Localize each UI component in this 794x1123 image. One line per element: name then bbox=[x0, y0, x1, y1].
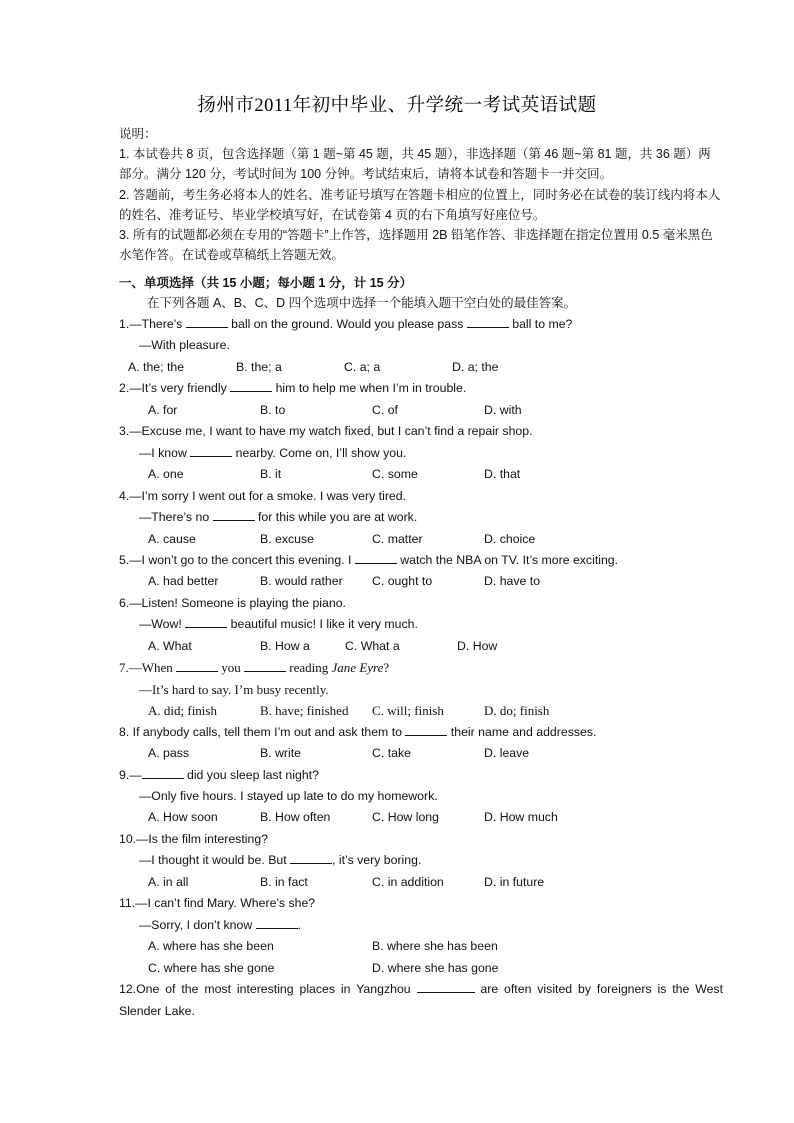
option-c: C. matter bbox=[372, 531, 423, 546]
options-row bbox=[119, 357, 723, 378]
options-row bbox=[119, 636, 723, 657]
option-d: D. do; finish bbox=[484, 703, 550, 719]
option-a: A. where has she been bbox=[148, 939, 274, 954]
option-b: B. have; finished bbox=[260, 703, 349, 719]
option-d: D. in future bbox=[484, 874, 545, 889]
question-12 bbox=[119, 979, 723, 1022]
option-c: C. take bbox=[372, 746, 411, 761]
option-b: B. it bbox=[260, 467, 282, 482]
question-stem: 12.One of the most interesting places in Yangzhou are often visited by foreigners is the West Slender Lake. bbox=[119, 982, 723, 1018]
question-stem: 2.—It’s very friendly him to help me when I’m in trouble. bbox=[119, 381, 467, 396]
answer-blank bbox=[244, 659, 286, 672]
option-d: D. How much bbox=[484, 810, 558, 825]
options-row bbox=[119, 400, 723, 421]
answer-blank bbox=[176, 659, 218, 672]
option-d: D. leave bbox=[484, 746, 530, 761]
answer-blank bbox=[213, 508, 255, 521]
answer-blank bbox=[185, 615, 227, 628]
question-reply: —Only five hours. I stayed up late to do my homework. bbox=[139, 788, 438, 803]
option-b: B. excuse bbox=[260, 531, 314, 546]
question-reply: —Wow! beautiful music! I like it very much. bbox=[139, 617, 418, 632]
page-title: 扬州市2011年初中毕业、升学统一考试英语试题 bbox=[197, 96, 597, 116]
question-stem: 4.—I’m sorry I went out for a smoke. I was very tired. bbox=[119, 488, 407, 503]
answer-blank bbox=[190, 444, 232, 457]
option-a: A. had better bbox=[148, 574, 219, 589]
instructions-heading: 说明： bbox=[119, 127, 157, 141]
answer-blank bbox=[355, 551, 397, 564]
options-row bbox=[119, 807, 723, 828]
option-c: C. ought to bbox=[372, 574, 433, 589]
question-stem: 10.—Is the film interesting? bbox=[119, 831, 268, 846]
answer-blank bbox=[417, 980, 475, 993]
question-8 bbox=[119, 722, 723, 765]
options-row bbox=[119, 958, 723, 979]
option-c: C. in addition bbox=[372, 874, 444, 889]
question-reply: —There’s no for this while you are at work. bbox=[139, 510, 418, 525]
option-b: B. How a bbox=[260, 638, 310, 653]
instruction-item-2: 2. 答题前，考生务必将本人的姓名、准考证号填写在答题卡相应的位置上，同时务必在试卷的装订线内将本人的姓名、准考证号、毕业学校填写好，在试卷第 4 页的右下角填写好座位号。 bbox=[119, 187, 721, 222]
question-9 bbox=[119, 765, 723, 829]
question-4 bbox=[119, 486, 723, 550]
option-b: B. How often bbox=[260, 810, 331, 825]
options-row bbox=[119, 936, 723, 957]
question-reply: —I thought it would be. But , it’s very boring. bbox=[139, 853, 422, 868]
question-7 bbox=[119, 657, 723, 721]
option-a: A. in all bbox=[148, 874, 189, 889]
instruction-item-1: 1. 本试卷共 8 页，包含选择题（第 1 题~第 45 题，共 45 题），非选择题（第 46 题~第 81 题，共 36 题）两部分。满分 120 分，考试时间为 100 分钟。考试结束后，请将本试卷和答题卡一并交回。 bbox=[119, 147, 711, 182]
question-stem: 3.—Excuse me, I want to have my watch fixed, but I can’t find a repair shop. bbox=[119, 424, 533, 439]
options-row bbox=[119, 464, 723, 485]
option-c: C. of bbox=[372, 402, 398, 417]
option-b: B. where she has been bbox=[372, 939, 498, 954]
question-1 bbox=[119, 314, 723, 378]
section-heading: 一、单项选择（共 15 小题；每小题 1 分，计 15 分） bbox=[119, 276, 413, 290]
option-d: D. with bbox=[484, 402, 522, 417]
book-title: Jane Eyre bbox=[331, 660, 384, 676]
question-5 bbox=[119, 550, 723, 593]
question-stem: 8. If anybody calls, tell them I’m out and ask them to their name and addresses. bbox=[119, 724, 597, 739]
question-stem: 7.—When you reading Jane Eyre? bbox=[119, 660, 390, 676]
options-row bbox=[119, 529, 723, 550]
question-3 bbox=[119, 421, 723, 485]
option-a: A. How soon bbox=[148, 810, 218, 825]
instruction-item-3: 3. 所有的试题都必须在专用的“答题卡”上作答，选择题用 2B 铅笔作答、非选择题在指定位置用 0.5 毫米黑色水笔作答。在试卷或草稿纸上答题无效。 bbox=[119, 228, 713, 263]
question-stem: 6.—Listen! Someone is playing the piano. bbox=[119, 595, 346, 610]
option-b: B. write bbox=[260, 746, 301, 761]
section-intro: 在下列各题 A、B、C、D 四个选项中选择一个能填入题干空白处的最佳答案。 bbox=[147, 296, 577, 311]
option-b: B. to bbox=[260, 402, 286, 417]
option-d: D. that bbox=[484, 467, 521, 482]
option-c: C. where has she gone bbox=[148, 960, 275, 975]
options-row bbox=[119, 743, 723, 764]
question-reply: —It’s hard to say. I’m busy recently. bbox=[139, 681, 329, 697]
answer-blank bbox=[290, 851, 332, 864]
answer-blank bbox=[467, 315, 509, 328]
answer-blank bbox=[230, 379, 272, 392]
question-2 bbox=[119, 378, 723, 421]
question-6 bbox=[119, 593, 723, 657]
question-list bbox=[119, 314, 723, 1022]
option-c: C. will; finish bbox=[372, 703, 444, 719]
option-c: C. a; a bbox=[344, 359, 381, 374]
answer-blank bbox=[256, 916, 298, 929]
option-a: A. pass bbox=[148, 746, 190, 761]
option-a: A. for bbox=[148, 402, 178, 417]
option-d: D. How bbox=[457, 638, 498, 653]
option-a: A. did; finish bbox=[148, 703, 217, 719]
question-stem: 9.— did you sleep last night? bbox=[119, 767, 319, 782]
options-row bbox=[119, 872, 723, 893]
option-a: A. one bbox=[148, 467, 184, 482]
options-row bbox=[119, 700, 723, 721]
question-stem: 5.—I won’t go to the concert this evening. I watch the NBA on TV. It’s more exciting. bbox=[119, 552, 619, 567]
answer-blank bbox=[405, 723, 447, 736]
question-stem: 11.—I can’t find Mary. Where’s she? bbox=[119, 896, 316, 911]
option-d: D. have to bbox=[484, 574, 541, 589]
option-a: A. What bbox=[148, 638, 192, 653]
option-b: B. would rather bbox=[260, 574, 343, 589]
options-row bbox=[119, 571, 723, 592]
option-d: D. choice bbox=[484, 531, 536, 546]
option-b: B. the; a bbox=[236, 359, 282, 374]
question-10 bbox=[119, 829, 723, 893]
option-d: D. where she has gone bbox=[372, 960, 499, 975]
question-stem: 1.—There’s ball on the ground. Would you please pass ball to me? bbox=[119, 317, 573, 331]
question-reply: —With pleasure. bbox=[139, 338, 230, 353]
question-reply: —Sorry, I don’t know . bbox=[139, 917, 302, 932]
option-a: A. cause bbox=[148, 531, 196, 546]
answer-blank bbox=[186, 315, 228, 328]
answer-blank bbox=[142, 766, 184, 779]
option-a: A. the; the bbox=[128, 359, 185, 374]
option-b: B. in fact bbox=[260, 874, 308, 889]
option-c: C. some bbox=[372, 467, 418, 482]
question-reply: —I know nearby. Come on, I’ll show you. bbox=[139, 445, 407, 460]
question-11 bbox=[119, 893, 723, 979]
instructions bbox=[119, 124, 723, 265]
section-header bbox=[119, 273, 723, 314]
option-c: C. How long bbox=[372, 810, 439, 825]
option-c: C. What a bbox=[345, 638, 400, 653]
option-d: D. a; the bbox=[452, 359, 499, 374]
